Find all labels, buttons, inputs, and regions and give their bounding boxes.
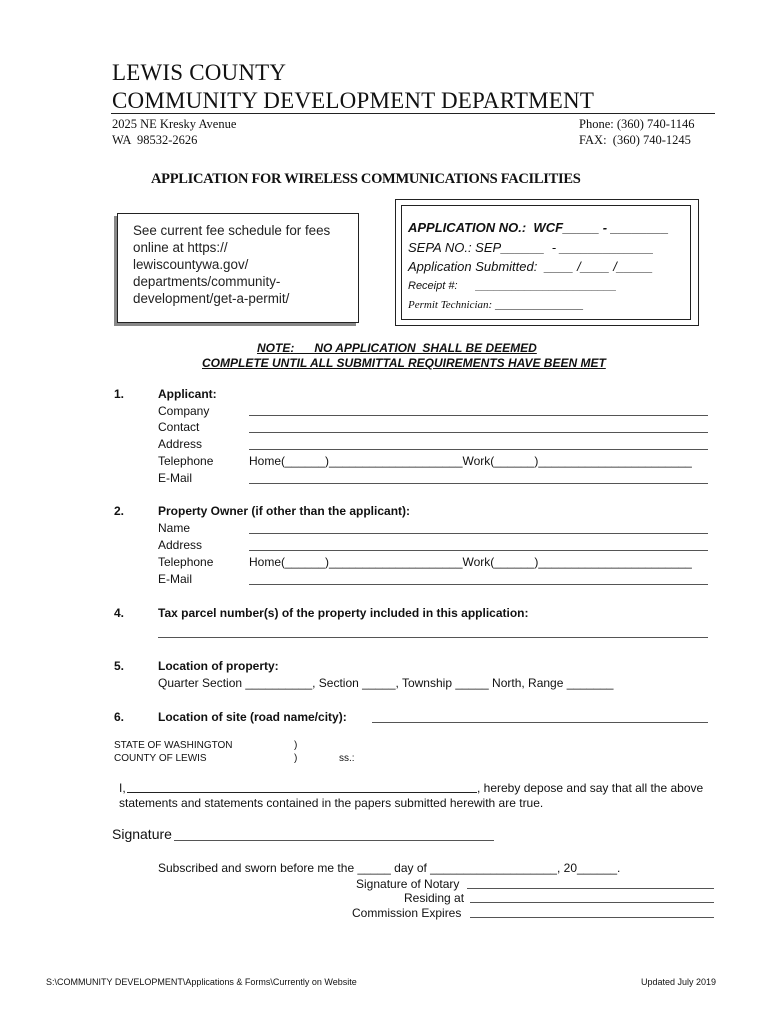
- footer-file-path: S:\COMMUNITY DEVELOPMENT\Applications & Forms\Currently on Website: [46, 977, 357, 987]
- section2-number: 2.: [114, 504, 125, 518]
- section5-number: 5.: [114, 659, 125, 673]
- section4-number: 4.: [114, 606, 125, 620]
- city-address: WA 98532-2626: [112, 133, 198, 147]
- company-input-line[interactable]: [249, 415, 708, 416]
- notary-signature-input-line[interactable]: [467, 888, 714, 889]
- commission-expires-label: Commission Expires: [352, 906, 462, 920]
- signature-label: Signature: [112, 826, 172, 842]
- ss-label: ss.:: [339, 753, 355, 764]
- residing-at-label: Residing at: [404, 891, 465, 905]
- owner-phone-fields[interactable]: Home(______)____________________Work(______)_______________________: [249, 555, 692, 569]
- statement-text: statements and statements contained in the papers submitted herewith are true.: [119, 796, 544, 810]
- application-submitted-field: Application Submitted: ____ /____ /_____: [408, 259, 654, 274]
- section6-title: Location of site (road name/city):: [158, 710, 347, 724]
- deponent-name-input-line[interactable]: [127, 792, 477, 793]
- note-line1: NOTE: NO APPLICATION SHALL BE DEEMED: [257, 341, 537, 355]
- footer-updated-date: Updated July 2019: [641, 977, 717, 987]
- section2-title: Property Owner (if other than the applicant):: [158, 504, 411, 518]
- address-input-line[interactable]: [249, 449, 708, 450]
- header-rule: [111, 113, 715, 114]
- street-address: 2025 NE Kresky Avenue: [112, 117, 237, 131]
- paren-2: ): [294, 753, 298, 764]
- contact-input-line[interactable]: [249, 432, 708, 433]
- owner-email-input-line[interactable]: [249, 584, 708, 585]
- permit-technician-field: Permit Technician: ________________: [408, 299, 583, 311]
- residing-at-input-line[interactable]: [470, 902, 714, 903]
- signature-input-line[interactable]: [174, 840, 494, 841]
- phone-number: Phone: (360) 740-1146: [579, 117, 695, 131]
- section1-number: 1.: [114, 387, 125, 401]
- state-label: STATE OF WASHINGTON: [114, 740, 233, 751]
- sepa-number-field: SEPA NO.: SEP______ - _____________: [408, 240, 654, 255]
- department-name-line1: LEWIS COUNTY: [112, 60, 287, 85]
- company-label: Company: [158, 404, 210, 418]
- applicant-phone-fields[interactable]: Home(______)____________________Work(______)_______________________: [249, 454, 692, 468]
- depose-text: , hereby depose and say that all the above: [477, 781, 704, 795]
- location-of-property-fields[interactable]: Quarter Section __________, Section _____, Township _____ North, Range _______: [158, 676, 614, 690]
- owner-address-label: Address: [158, 538, 203, 552]
- owner-email-label: E-Mail: [158, 572, 193, 586]
- telephone-label: Telephone: [158, 454, 214, 468]
- email-label: E-Mail: [158, 471, 193, 485]
- email-input-line[interactable]: [249, 483, 708, 484]
- owner-name-input-line[interactable]: [249, 533, 708, 534]
- fee-schedule-text: See current fee schedule for fees online at https:// lewiscountywa.gov/ departments/community-development/get-a-permit/: [133, 223, 331, 306]
- form-title: APPLICATION FOR WIRELESS COMMUNICATIONS FACILITIES: [151, 171, 581, 187]
- fax-number: FAX: (360) 740-1245: [579, 133, 691, 147]
- commission-expires-input-line[interactable]: [470, 917, 714, 918]
- receipt-field: Receipt #: _______________________: [408, 280, 617, 292]
- sworn-statement[interactable]: Subscribed and sworn before me the _____ day of ___________________, 20______.: [158, 861, 621, 875]
- owner-telephone-label: Telephone: [158, 555, 214, 569]
- paren-1: ): [294, 740, 298, 751]
- county-label: COUNTY OF LEWIS: [114, 753, 207, 764]
- section4-title: Tax parcel number(s) of the property included in this application:: [158, 606, 529, 620]
- note-line2: COMPLETE UNTIL ALL SUBMITTAL REQUIREMENTS HAVE BEEN MET: [202, 356, 606, 370]
- owner-name-label: Name: [158, 521, 191, 535]
- notary-signature-label: Signature of Notary: [356, 877, 460, 891]
- section6-number: 6.: [114, 710, 125, 724]
- tax-parcel-input-line[interactable]: [158, 637, 708, 638]
- department-name-line2: COMMUNITY DEVELOPMENT DEPARTMENT: [112, 88, 595, 113]
- section1-title: Applicant:: [158, 387, 217, 401]
- address-label: Address: [158, 437, 203, 451]
- depose-prefix: I,: [119, 781, 126, 795]
- section5-title: Location of property:: [158, 659, 279, 673]
- contact-label: Contact: [158, 420, 200, 434]
- application-number-field: APPLICATION NO.: WCF_____ - ________: [408, 220, 669, 235]
- owner-address-input-line[interactable]: [249, 550, 708, 551]
- site-location-input-line[interactable]: [372, 722, 708, 723]
